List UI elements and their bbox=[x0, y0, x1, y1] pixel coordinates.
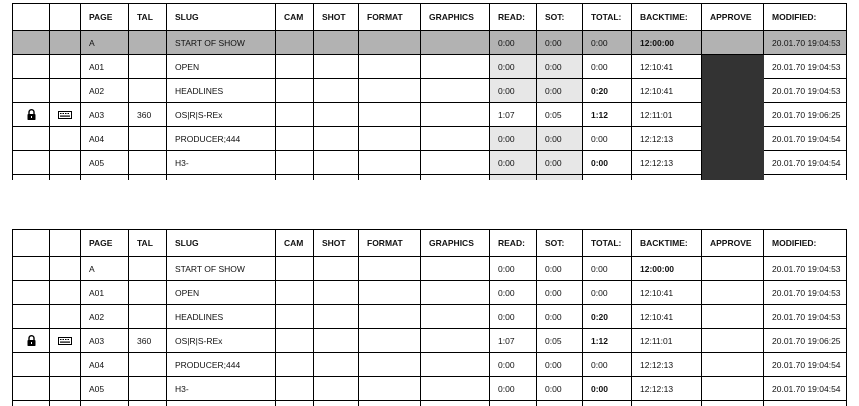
cell-shot[interactable] bbox=[314, 329, 359, 353]
cell-approve[interactable] bbox=[702, 281, 764, 305]
cell-graphics[interactable] bbox=[421, 127, 490, 151]
cell-slug[interactable]: HEADLINES bbox=[167, 305, 276, 329]
header-slug[interactable]: SLUG bbox=[167, 4, 276, 31]
cell-format[interactable] bbox=[359, 353, 421, 377]
cell-sot[interactable]: 0:00 bbox=[537, 127, 583, 151]
cell-modified: 20.01.70 19:04:53 bbox=[764, 305, 847, 329]
table-header-row bbox=[13, 230, 847, 257]
table-row[interactable] bbox=[13, 55, 847, 79]
icon-cell bbox=[50, 127, 81, 151]
header-tal[interactable]: TAL bbox=[129, 230, 167, 257]
icon-cell bbox=[50, 305, 81, 329]
cell-backtime[interactable]: 12:12:13 bbox=[632, 151, 702, 175]
cell-page[interactable]: A03 bbox=[81, 103, 129, 127]
keyboard-icon[interactable] bbox=[58, 337, 72, 345]
icon-cell bbox=[50, 257, 81, 281]
cell-sot[interactable]: 0:00 bbox=[537, 377, 583, 401]
cell-tal[interactable] bbox=[129, 377, 167, 401]
lock-icon[interactable] bbox=[27, 109, 36, 120]
cell-modified: 20.01.70 19:04:53 bbox=[764, 31, 847, 55]
cell-backtime[interactable]: 12:10:41 bbox=[632, 281, 702, 305]
header-backtime[interactable]: BACKTIME: bbox=[632, 230, 702, 257]
cell-format[interactable] bbox=[359, 55, 421, 79]
cell-graphics[interactable] bbox=[421, 55, 490, 79]
cell-backtime[interactable]: 12:11:01 bbox=[632, 329, 702, 353]
cell-page[interactable]: A02 bbox=[81, 79, 129, 103]
cell-total[interactable]: 1:12 bbox=[583, 103, 632, 127]
cell-cam[interactable] bbox=[276, 281, 314, 305]
cell-sot[interactable]: 0:00 bbox=[537, 281, 583, 305]
lock-cell bbox=[13, 79, 50, 103]
cell-cam[interactable] bbox=[276, 257, 314, 281]
table-row[interactable] bbox=[13, 103, 847, 127]
cell-shot[interactable] bbox=[314, 79, 359, 103]
lock-cell bbox=[13, 151, 50, 175]
table-row[interactable] bbox=[13, 377, 847, 401]
cell-tal[interactable] bbox=[129, 31, 167, 55]
icon-cell[interactable] bbox=[50, 329, 81, 353]
cell-sot[interactable]: 0:00 bbox=[537, 257, 583, 281]
cell-read[interactable]: 1:07 bbox=[490, 103, 537, 127]
header-graphics[interactable]: GRAPHICS bbox=[421, 4, 490, 31]
lock-cell bbox=[13, 127, 50, 151]
cell-backtime[interactable]: 12:00:00 bbox=[632, 257, 702, 281]
cell-slug[interactable]: PRODUCER;444 bbox=[167, 127, 276, 151]
cell-tal[interactable] bbox=[129, 127, 167, 151]
cell-backtime[interactable]: 12:10:41 bbox=[632, 305, 702, 329]
header-lock-col bbox=[13, 230, 50, 257]
cell-read[interactable]: 0:00 bbox=[490, 353, 537, 377]
cell-format[interactable] bbox=[359, 377, 421, 401]
header-page[interactable]: PAGE bbox=[81, 4, 129, 31]
cell-read[interactable]: 0:00 bbox=[490, 127, 537, 151]
cell-cam[interactable] bbox=[276, 55, 314, 79]
cell-tal[interactable] bbox=[129, 281, 167, 305]
lock-cell bbox=[13, 257, 50, 281]
cell-read[interactable]: 0:00 bbox=[490, 151, 537, 175]
cell-cam[interactable] bbox=[276, 127, 314, 151]
cell-read[interactable]: 0:00 bbox=[490, 257, 537, 281]
header-icon-col bbox=[50, 230, 81, 257]
cell-modified: 20.01.70 19:04:53 bbox=[764, 281, 847, 305]
cell-sot[interactable]: 0:05 bbox=[537, 329, 583, 353]
table-row[interactable] bbox=[13, 353, 847, 377]
cell-sot[interactable]: 0:05 bbox=[537, 103, 583, 127]
cell-page[interactable]: A05 bbox=[81, 377, 129, 401]
keyboard-icon[interactable] bbox=[58, 111, 72, 119]
cell-cam[interactable] bbox=[276, 31, 314, 55]
cell-shot[interactable] bbox=[314, 127, 359, 151]
cell-read[interactable]: 0:00 bbox=[490, 79, 537, 103]
cell-format[interactable] bbox=[359, 257, 421, 281]
header-shot[interactable]: SHOT bbox=[314, 4, 359, 31]
cell-modified: 20.01.70 19:04:53 bbox=[764, 55, 847, 79]
table-row-partial bbox=[13, 175, 847, 180]
cell-tal[interactable]: 360 bbox=[129, 103, 167, 127]
lock-cell[interactable] bbox=[13, 103, 50, 127]
cell-page[interactable]: A04 bbox=[81, 127, 129, 151]
cell-backtime[interactable]: 12:00:00 bbox=[632, 31, 702, 55]
cell-shot[interactable] bbox=[314, 281, 359, 305]
cell-slug[interactable]: OS|R|S-REx bbox=[167, 103, 276, 127]
header-graphics[interactable]: GRAPHICS bbox=[421, 230, 490, 257]
cell-approve[interactable] bbox=[702, 127, 764, 151]
icon-cell bbox=[50, 55, 81, 79]
cell-slug[interactable]: H3- bbox=[167, 377, 276, 401]
cell-backtime[interactable]: 12:12:13 bbox=[632, 127, 702, 151]
header-lock-col bbox=[13, 4, 50, 31]
cell-cam[interactable] bbox=[276, 377, 314, 401]
cell-format[interactable] bbox=[359, 151, 421, 175]
table-row[interactable] bbox=[13, 305, 847, 329]
lock-cell bbox=[13, 377, 50, 401]
cell-graphics[interactable] bbox=[421, 353, 490, 377]
cell-shot[interactable] bbox=[314, 103, 359, 127]
cell-read[interactable]: 0:00 bbox=[490, 377, 537, 401]
cell-format[interactable] bbox=[359, 281, 421, 305]
cell-shot[interactable] bbox=[314, 353, 359, 377]
cell-shot[interactable] bbox=[314, 305, 359, 329]
cell-cam[interactable] bbox=[276, 305, 314, 329]
cell-approve[interactable] bbox=[702, 55, 764, 79]
cell-shot[interactable] bbox=[314, 151, 359, 175]
cell-slug[interactable]: OPEN bbox=[167, 55, 276, 79]
icon-cell[interactable] bbox=[50, 103, 81, 127]
cell-sot[interactable]: 0:00 bbox=[537, 353, 583, 377]
header-sot[interactable]: SOT: bbox=[537, 230, 583, 257]
header-backtime[interactable]: BACKTIME: bbox=[632, 4, 702, 31]
cell-approve[interactable] bbox=[702, 305, 764, 329]
cell-read[interactable]: 1:07 bbox=[490, 329, 537, 353]
cell-graphics[interactable] bbox=[421, 31, 490, 55]
cell-tal[interactable] bbox=[129, 257, 167, 281]
header-format[interactable]: FORMAT bbox=[359, 230, 421, 257]
cell-read[interactable]: 0:00 bbox=[490, 281, 537, 305]
header-page[interactable]: PAGE bbox=[81, 230, 129, 257]
table-row[interactable] bbox=[13, 79, 847, 103]
cell-modified: 20.01.70 19:04:54 bbox=[764, 353, 847, 377]
cell-shot[interactable] bbox=[314, 257, 359, 281]
cell-read[interactable]: 0:00 bbox=[490, 55, 537, 79]
cell-page[interactable]: A bbox=[81, 257, 129, 281]
header-format[interactable]: FORMAT bbox=[359, 4, 421, 31]
cell-sot[interactable]: 0:00 bbox=[537, 151, 583, 175]
cell-cam[interactable] bbox=[276, 353, 314, 377]
cell-read[interactable]: 0:00 bbox=[490, 31, 537, 55]
cell-total[interactable]: 0:00 bbox=[583, 31, 632, 55]
cell-approve[interactable] bbox=[702, 79, 764, 103]
cell-total[interactable]: 0:00 bbox=[583, 257, 632, 281]
cell-backtime[interactable]: 12:12:13 bbox=[632, 353, 702, 377]
rundown-table-bottom bbox=[12, 229, 847, 406]
cell-tal[interactable] bbox=[129, 79, 167, 103]
cell-shot[interactable] bbox=[314, 377, 359, 401]
table-row-partial bbox=[13, 401, 847, 406]
cell-approve[interactable] bbox=[702, 353, 764, 377]
cell-slug[interactable]: OPEN bbox=[167, 281, 276, 305]
header-total[interactable]: TOTAL: bbox=[583, 230, 632, 257]
header-shot[interactable]: SHOT bbox=[314, 230, 359, 257]
cell-modified: 20.01.70 19:04:53 bbox=[764, 257, 847, 281]
cell-total[interactable]: 0:20 bbox=[583, 305, 632, 329]
cell-graphics[interactable] bbox=[421, 257, 490, 281]
cell-modified: 20.01.70 19:04:54 bbox=[764, 151, 847, 175]
cell-approve[interactable] bbox=[702, 257, 764, 281]
icon-cell bbox=[50, 151, 81, 175]
icon-cell bbox=[50, 281, 81, 305]
cell-modified: 20.01.70 19:06:25 bbox=[764, 329, 847, 353]
rundown-table-top bbox=[12, 3, 847, 180]
cell-format[interactable] bbox=[359, 103, 421, 127]
lock-cell bbox=[13, 31, 50, 55]
cell-graphics[interactable] bbox=[421, 281, 490, 305]
cell-approve[interactable] bbox=[702, 329, 764, 353]
cell-backtime[interactable]: 12:12:13 bbox=[632, 377, 702, 401]
icon-cell bbox=[50, 353, 81, 377]
cell-modified: 20.01.70 19:04:54 bbox=[764, 127, 847, 151]
icon-cell bbox=[50, 377, 81, 401]
cell-format[interactable] bbox=[359, 79, 421, 103]
cell-read[interactable]: 0:00 bbox=[490, 305, 537, 329]
cell-approve[interactable] bbox=[702, 377, 764, 401]
header-approve[interactable]: APPROVE bbox=[702, 4, 764, 31]
cell-sot[interactable]: 0:00 bbox=[537, 79, 583, 103]
lock-cell bbox=[13, 353, 50, 377]
cell-approve[interactable] bbox=[702, 151, 764, 175]
header-sot[interactable]: SOT: bbox=[537, 4, 583, 31]
cell-page[interactable]: A03 bbox=[81, 329, 129, 353]
header-read[interactable]: READ: bbox=[490, 4, 537, 31]
cell-tal[interactable] bbox=[129, 151, 167, 175]
cell-total[interactable]: 1:12 bbox=[583, 329, 632, 353]
icon-cell bbox=[50, 31, 81, 55]
cell-total[interactable]: 0:00 bbox=[583, 151, 632, 175]
header-slug[interactable]: SLUG bbox=[167, 230, 276, 257]
cell-modified: 20.01.70 19:04:54 bbox=[764, 377, 847, 401]
header-read[interactable]: READ: bbox=[490, 230, 537, 257]
cell-slug[interactable]: START OF SHOW bbox=[167, 257, 276, 281]
cell-approve[interactable] bbox=[702, 103, 764, 127]
cell-slug[interactable]: START OF SHOW bbox=[167, 31, 276, 55]
cell-backtime[interactable]: 12:10:41 bbox=[632, 55, 702, 79]
cell-cam[interactable] bbox=[276, 79, 314, 103]
cell-cam[interactable] bbox=[276, 103, 314, 127]
lock-cell[interactable] bbox=[13, 329, 50, 353]
cell-page[interactable]: A02 bbox=[81, 305, 129, 329]
cell-graphics[interactable] bbox=[421, 305, 490, 329]
cell-cam[interactable] bbox=[276, 151, 314, 175]
cell-tal[interactable]: 360 bbox=[129, 329, 167, 353]
cell-graphics[interactable] bbox=[421, 329, 490, 353]
cell-tal[interactable] bbox=[129, 55, 167, 79]
cell-slug[interactable]: HEADLINES bbox=[167, 79, 276, 103]
lock-cell bbox=[13, 281, 50, 305]
header-icon-col bbox=[50, 4, 81, 31]
header-total[interactable]: TOTAL: bbox=[583, 4, 632, 31]
table-row[interactable] bbox=[13, 31, 847, 55]
cell-format[interactable] bbox=[359, 305, 421, 329]
cell-shot[interactable] bbox=[314, 55, 359, 79]
table-row[interactable] bbox=[13, 329, 847, 353]
cell-shot[interactable] bbox=[314, 31, 359, 55]
cell-total[interactable]: 0:00 bbox=[583, 55, 632, 79]
header-modified[interactable]: MODIFIED: bbox=[764, 230, 847, 257]
cell-approve[interactable] bbox=[702, 31, 764, 55]
header-cam[interactable]: CAM bbox=[276, 4, 314, 31]
table-header-row bbox=[13, 4, 847, 31]
cell-graphics[interactable] bbox=[421, 377, 490, 401]
cell-tal[interactable] bbox=[129, 305, 167, 329]
lock-cell bbox=[13, 305, 50, 329]
cell-page[interactable]: A bbox=[81, 31, 129, 55]
header-modified[interactable]: MODIFIED: bbox=[764, 4, 847, 31]
cell-total[interactable]: 0:00 bbox=[583, 377, 632, 401]
cell-total[interactable]: 0:00 bbox=[583, 127, 632, 151]
table-row[interactable] bbox=[13, 257, 847, 281]
cell-format[interactable] bbox=[359, 127, 421, 151]
cell-cam[interactable] bbox=[276, 329, 314, 353]
cell-slug[interactable]: OS|R|S-REx bbox=[167, 329, 276, 353]
cell-total[interactable]: 0:20 bbox=[583, 79, 632, 103]
table-row[interactable] bbox=[13, 151, 847, 175]
cell-page[interactable]: A04 bbox=[81, 353, 129, 377]
cell-modified: 20.01.70 19:06:25 bbox=[764, 103, 847, 127]
cell-graphics[interactable] bbox=[421, 103, 490, 127]
cell-sot[interactable]: 0:00 bbox=[537, 31, 583, 55]
table-row[interactable] bbox=[13, 127, 847, 151]
cell-page[interactable]: A01 bbox=[81, 281, 129, 305]
cell-sot[interactable]: 0:00 bbox=[537, 55, 583, 79]
cell-slug[interactable]: PRODUCER;444 bbox=[167, 353, 276, 377]
cell-tal[interactable] bbox=[129, 353, 167, 377]
cell-graphics[interactable] bbox=[421, 151, 490, 175]
cell-page[interactable]: A01 bbox=[81, 55, 129, 79]
cell-page[interactable]: A05 bbox=[81, 151, 129, 175]
lock-icon[interactable] bbox=[27, 335, 36, 346]
cell-slug[interactable]: H3- bbox=[167, 151, 276, 175]
icon-cell bbox=[50, 79, 81, 103]
cell-modified: 20.01.70 19:04:53 bbox=[764, 79, 847, 103]
header-tal[interactable]: TAL bbox=[129, 4, 167, 31]
header-approve[interactable]: APPROVE bbox=[702, 230, 764, 257]
cell-graphics[interactable] bbox=[421, 79, 490, 103]
cell-backtime[interactable]: 12:10:41 bbox=[632, 79, 702, 103]
cell-format[interactable] bbox=[359, 31, 421, 55]
cell-sot[interactable]: 0:00 bbox=[537, 305, 583, 329]
cell-format[interactable] bbox=[359, 329, 421, 353]
table-row[interactable] bbox=[13, 281, 847, 305]
cell-total[interactable]: 0:00 bbox=[583, 353, 632, 377]
lock-cell bbox=[13, 55, 50, 79]
header-cam[interactable]: CAM bbox=[276, 230, 314, 257]
cell-backtime[interactable]: 12:11:01 bbox=[632, 103, 702, 127]
cell-total[interactable]: 0:00 bbox=[583, 281, 632, 305]
